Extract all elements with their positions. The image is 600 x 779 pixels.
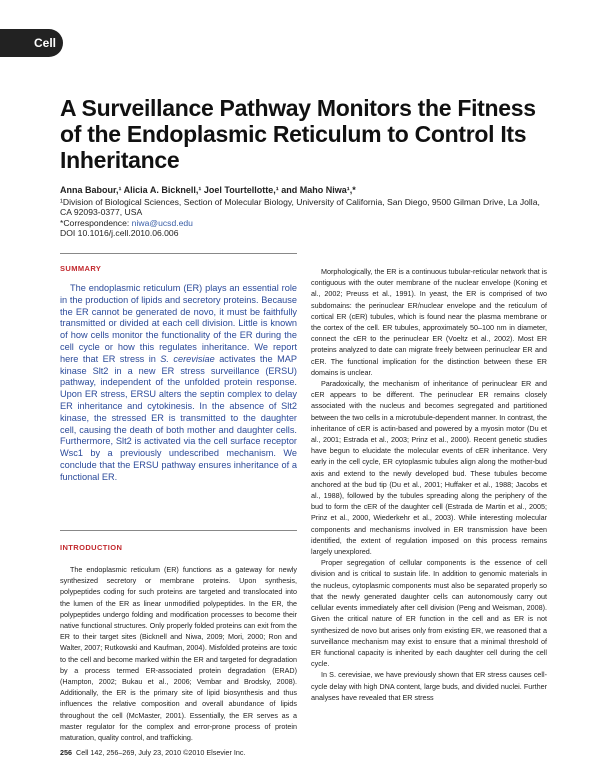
intro-top-rule	[60, 530, 297, 531]
intro-paragraph-3: Paradoxically, the mechanism of inheritance of perinuclear ER and cER appears to be different. The perinuclear ER remains closely associated with the nucleus and becomes segregated and partitioned between the two cells in a microtubule-dependent manner. In contrast, the inheritance of cER is actin-based and powered by a myosin motor (Du et al., 2001; Estrada et al., 2003; Prinz et al., 2000). Recent genetic studies have begun to elucidate the molecular events of cER inheritance. Very early in the cell cycle, ER cytoplasmic tubules align along the mother-bud axis and extend to the newly developed bud. These tubules become anchored at the bud tip (Du et al., 2001; Huffaker et al., 1988; Jacobs et al., 1988), followed by the tubules spreading along the periphery of the bud to form the cER of the daughter cell (Estrada de Martin et al., 2005; Prinz et al., 2000, Wiederkehr et al., 2003). While interesting molecular components and mechanisms involved in ER transmission have been identified, the extent of regulation imposed on this process remains largely unexplored.	[311, 379, 547, 557]
summary-text-1: The endoplasmic reticulum (ER) plays an essential role in the production of lipids and secretory proteins. Because the ER cannot be generated de novo, it must be faithfully transmitted or divided at each cell division. Little is known of how cells monitor the functionality of the ER during the cell cycle or how this regulates inheritance. We report here that ER stress in	[60, 283, 297, 364]
doi: DOI 10.1016/j.cell.2010.06.006	[60, 228, 179, 238]
summary-paragraph	[60, 283, 297, 484]
intro-paragraph-1: The endoplasmic reticulum (ER) functions as a gateway for newly synthesized secretory or membrane proteins. Upon synthesis, polypeptides coding for such proteins are targeted and translocated into the lumen of the ER as linear unmodified polypeptides. In the ER, the polypeptides undergo folding and modification processes to become their native functional structures. Only properly folded proteins can exit from the ER to their target sites (Bicknell and Niwa, 2009; Mori, 2000; Ron and Walter, 2007; Rutkowski and Kaufman, 2004). Misfolded proteins are toxic to the cell and become marked within the ER and targeted for degradation by a process termed ER-associated protein degradation (ERAD) (Hampton, 2002; Bukau et al., 2006; Vembar and Brodsky, 2008). Additionally, the ER is the primary site of lipid biosynthesis and thus influences the relative composition and overall abundance of lipids throughout the cell (McMaster, 2001). Essentially, the ER serves as a master regulator for the complex and error-prone process of protein maturation, quality control, and trafficking.	[60, 565, 297, 743]
correspondence-label: *Correspondence:	[60, 217, 132, 228]
intro-paragraph-4: Proper segregation of cellular components is the essence of cell division and is critical to sustain life. In addition to genomic materials in the nucleus, cytoplasmic components must also be separated properly so that the newly generated daughter cells can autonomously carry out cellular events immediately after cell division (Peng and Weisman, 2008). Given the critical nature of ER function in the cell and as ER is not synthesized de novo but arises only from existing ER, we reasoned that a surveillance mechanism may exist to ensure that a minimal threshold of ER functional capacity is inherited by each daughter cell during the cell cycle.	[311, 558, 547, 669]
intro-left-column	[60, 564, 297, 743]
author-names: Anna Babour,¹ Alicia A. Bicknell,¹ Joel Tourtellotte,¹ and Maho Niwa¹,*	[60, 185, 356, 195]
article-title: A Surveillance Pathway Monitors the Fitness of the Endoplasmic Reticulum to Control Its Inheritance	[60, 95, 536, 173]
summary-abstract	[60, 283, 297, 484]
intro-paragraph-2: Morphologically, the ER is a continuous tubular-reticular network that is contiguous with the outer membrane of the nuclear envelope (Koning et al., 2002; Preuss et al., 1991). In yeast, the ER is comprised of two subdomains: the perinuclear ER/nuclear envelope and the reticulum of cortical ER (cER) tubules, which is found near the plasma membrane or the cortex of the cell. ER tubules, approximately 50–100 nm in diameter, connect the cER to the perinuclear ER (Voeltz et al., 2002). Most ER proteins analyzed to date can migrate freely between perinuclear ER and cER. The functional implication for the distinction between these ER domains is unclear.	[311, 267, 547, 377]
affiliation-line-2: CA 92093-0377, USA	[60, 207, 143, 217]
journal-logo: Cell	[0, 29, 63, 57]
journal-citation: Cell 142, 256–269, July 23, 2010 ©2010 Elsevier Inc.	[76, 748, 246, 757]
page-number: 256	[60, 748, 72, 757]
correspondence	[60, 218, 560, 229]
intro-right-column	[311, 266, 547, 703]
summary-text-2: activates the MAP kinase Slt2 in a new ER stress surveillance (ERSU) pathway, independent of the unfolded protein response. Upon ER stress, ERSU alters the septin complex to delay ER inheritance and cytokinesis. In the absence of Slt2 kinase, the stressed ER is transmitted to the daughter cell, causing the death of both mother and daughter cells. Furthermore, Slt2 is activated via the cell surface receptor Wsc1 by a previously undescribed mechanism. We conclude that the ERSU pathway ensures inheritance of a functional ER.	[60, 353, 297, 482]
page-footer	[60, 748, 246, 757]
author-block	[60, 185, 560, 239]
intro-heading: INTRODUCTION	[60, 543, 123, 552]
affiliation-line-1: ¹Division of Biological Sciences, Section of Molecular Biology, University of California, San Diego, 9500 Gilman Drive, La Jolla,	[60, 196, 540, 207]
summary-top-rule	[60, 253, 297, 254]
correspondence-email-link[interactable]: niwa@ucsd.edu	[131, 217, 193, 228]
intro-paragraph-5: In S. cerevisiae, we have previously shown that ER stress causes cell-cycle delay with high DNA content, large buds, and divided nuclei. Further analyses have revealed that ER stress	[311, 670, 547, 702]
summary-heading: SUMMARY	[60, 264, 102, 273]
summary-species: S. cerevisiae	[160, 353, 215, 364]
